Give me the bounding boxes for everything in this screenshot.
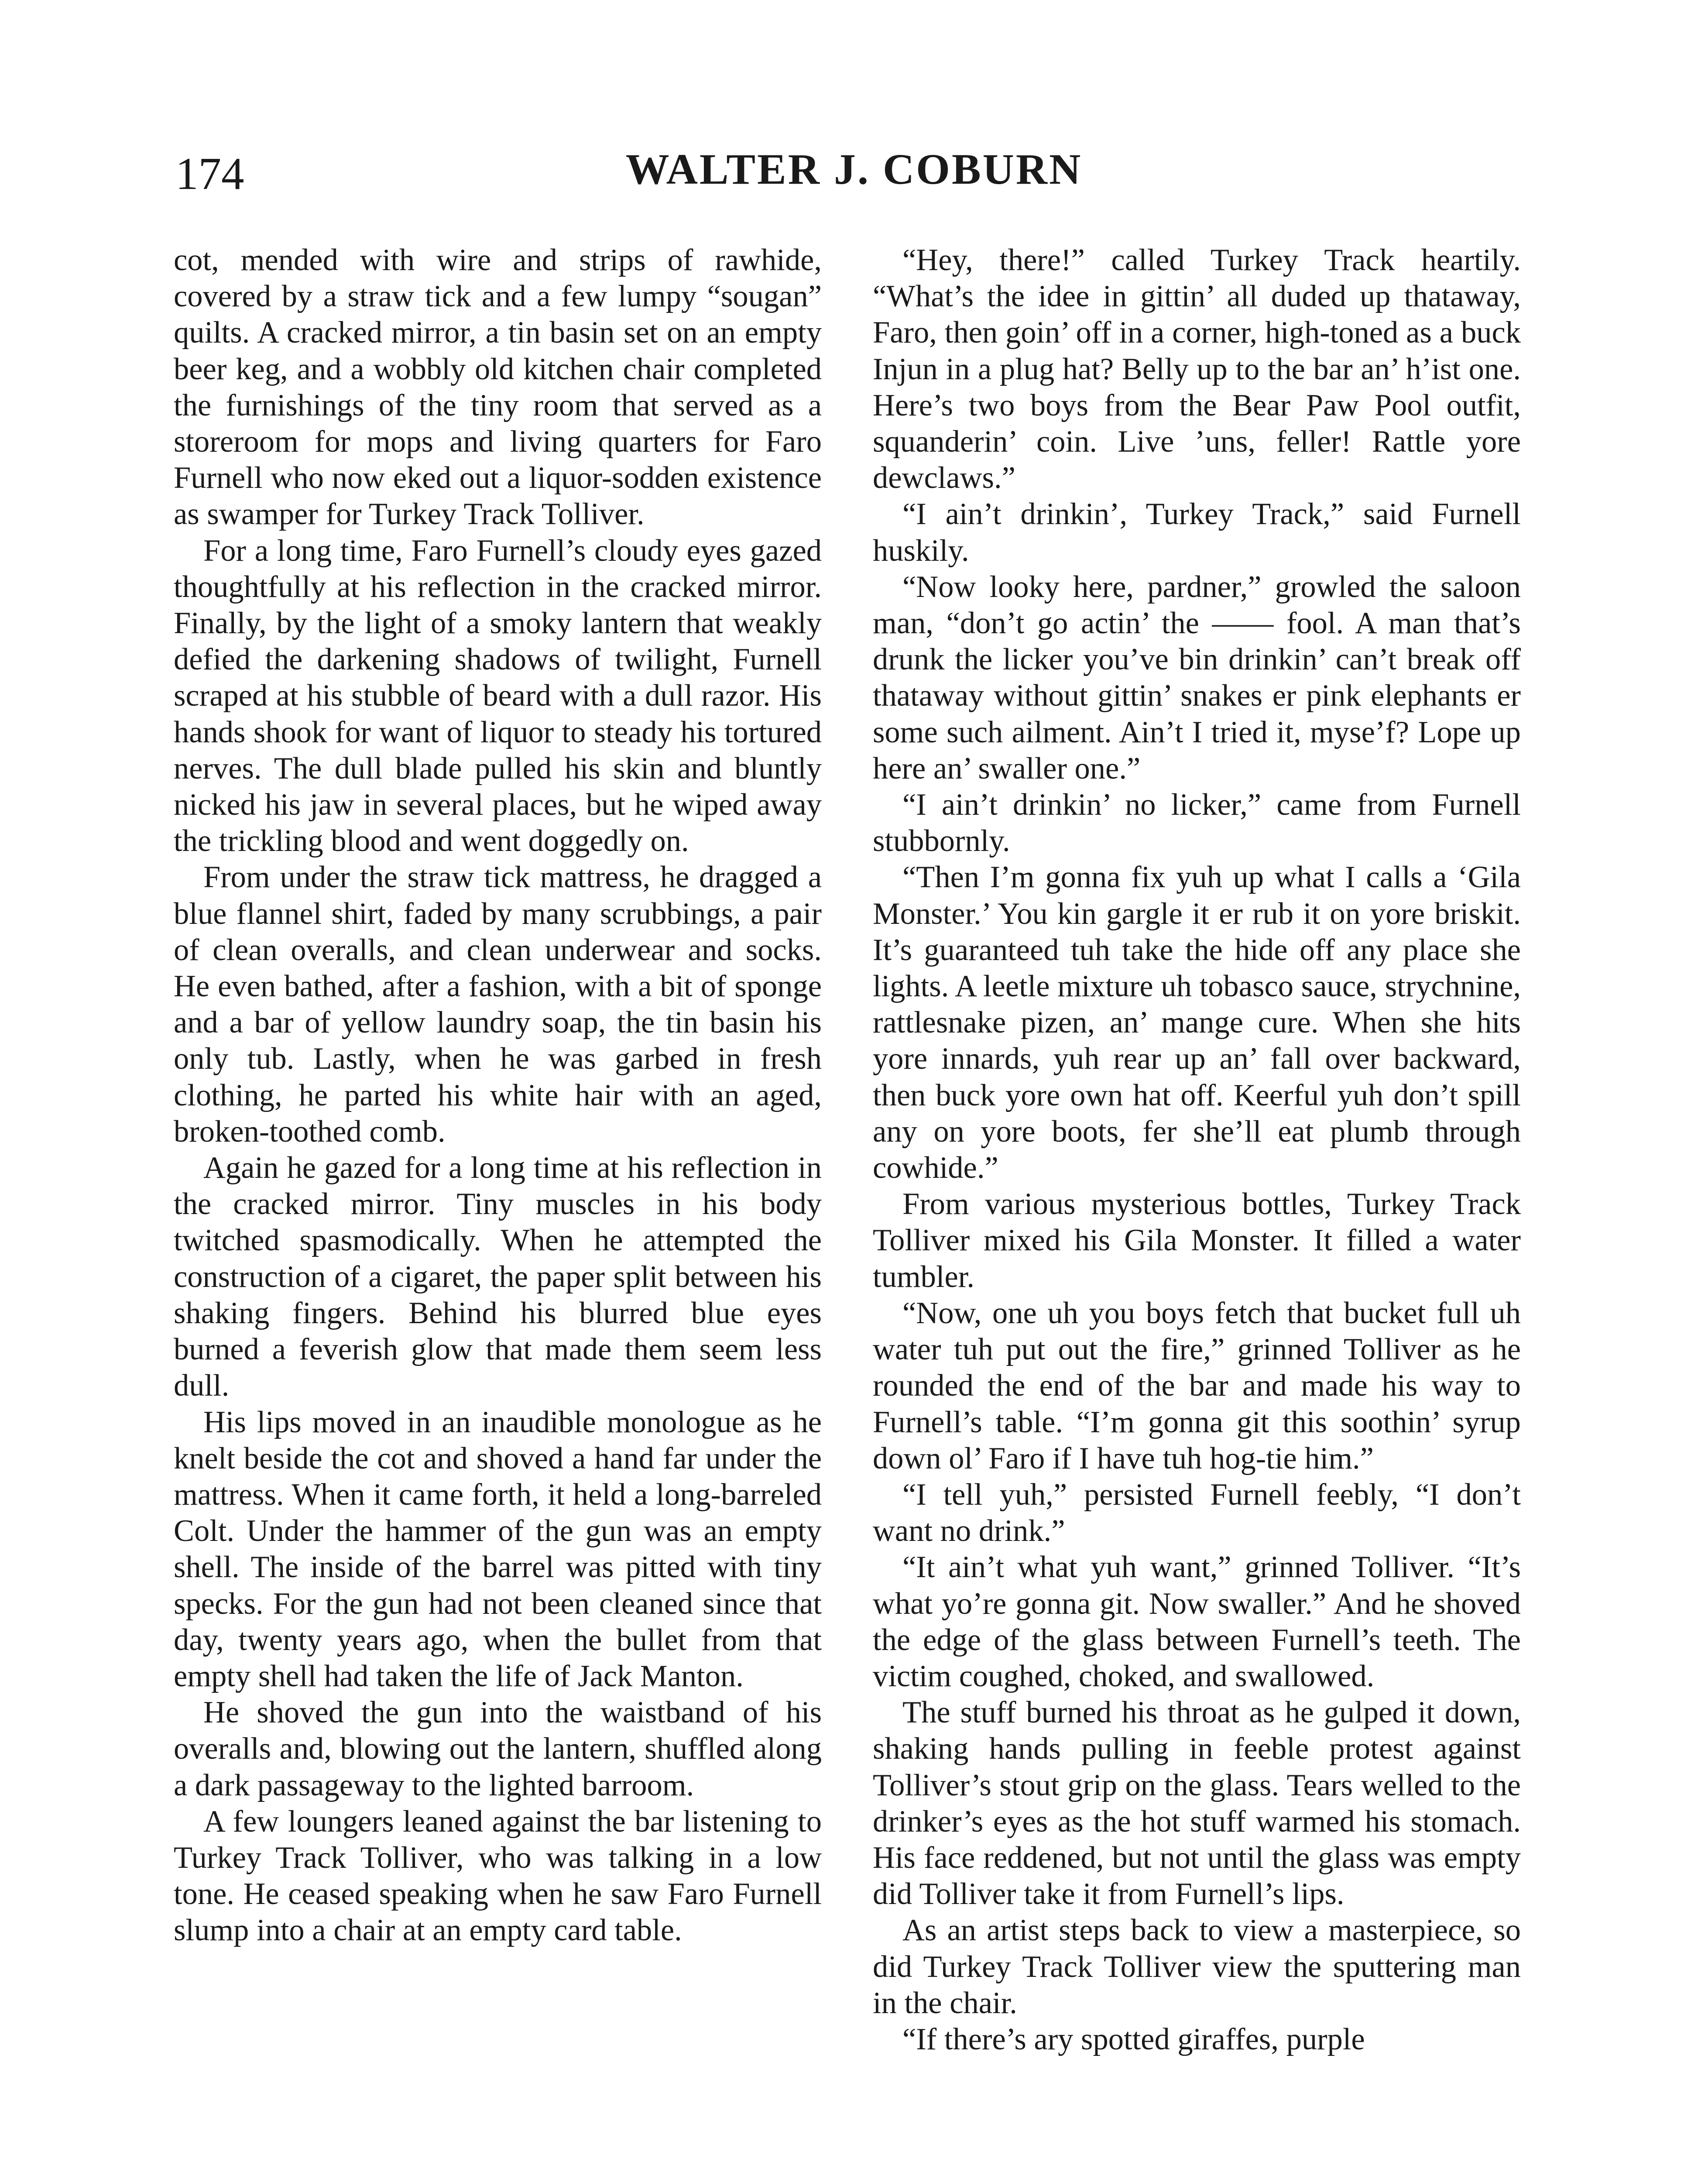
paragraph: “It ain’t what yuh want,” grinned Tolliver. “It’s what yo’re gonna git. Now swaller.” And he shoved the edge of the glass between Furnell’s teeth. The victim coughed, choked, and swallowed. [873,1550,1521,1693]
paragraph: Again he gazed for a long time at his reflection in the cracked mirror. Tiny muscles in his body twitched spasmodically. When he attempted the construction of a cigaret, the paper split between his shaking fingers. Behind his blurred blue eyes burned a feverish glow that made them seem less dull. [174,1151,822,1403]
paragraph: “I ain’t drinkin’, Turkey Track,” said Furnell huskily. [873,497,1521,568]
running-title: WALTER J. COBURN [625,145,1083,193]
paragraph: From under the straw tick mattress, he dragged a blue flannel shirt, faded by many scrubbings, a pair of clean overalls, and clean underwear and socks. He even bathed, after a fashion, with a bit of sponge and a bar of yellow laundry soap, the tin basin his only tub. Lastly, when he was garbed in fresh clothing, he parted his white hair with an aged, broken-toothed comb. [174,860,822,1149]
paragraph: A few loungers leaned against the bar listening to Turkey Track Tolliver, who was talking in a low tone. He ceased speaking when he saw Faro Furnell slump into a chair at an empty card table. [174,1804,822,1948]
page-number: 174 [175,148,244,199]
left-column [174,242,822,1949]
paragraph: “Hey, there!” called Turkey Track heartily. “What’s the idee in gittin’ all duded up thataway, Faro, then goin’ off in a corner, high-toned as a buck Injun in a plug hat? Belly up to the bar an’ h’ist one. Here’s two boys from the Bear Paw Pool outfit, squanderin’ coin. Live ’uns, feller! Rattle yore dewclaws.” [873,243,1521,495]
right-column [873,242,1521,2058]
paragraph: As an artist steps back to view a masterpiece, so did Turkey Track Tolliver view the sputtering man in the chair. [873,1913,1521,2020]
paragraph: “Then I’m gonna fix yuh up what I calls a ‘Gila Monster.’ You kin gargle it er rub it on yore briskit. It’s guaranteed tuh take the hide off any place she lights. A leetle mixture uh tobasco sauce, strychnine, rattlesnake pizen, an’ mange cure. When she hits yore innards, yuh rear up an’ fall over backward, then buck yore own hat off. Keerful yuh don’t spill any on yore boots, fer she’ll eat plumb through cowhide.” [873,860,1521,1185]
paragraph: The stuff burned his throat as he gulped it down, shaking hands pulling in feeble protest against Tolliver’s stout grip on the glass. Tears welled to the drinker’s eyes as the hot stuff warmed his stomach. His face reddened, but not until the glass was empty did Tolliver take it from Furnell’s lips. [873,1695,1521,1911]
paragraph: “I ain’t drinkin’ no licker,” came from Furnell stubbornly. [873,788,1521,858]
paragraph: “I tell yuh,” persisted Furnell feebly, “I don’t want no drink.” [873,1477,1521,1548]
paragraph: From various mysterious bottles, Turkey Track Tolliver mixed his Gila Monster. It filled a water tumbler. [873,1187,1521,1294]
paragraph: “Now, one uh you boys fetch that bucket full uh water tuh put out the fire,” grinned Tolliver as he rounded the end of the bar and made his way to Furnell’s table. “I’m gonna git this soothin’ syrup down ol’ Faro if I have tuh hog-tie him.” [873,1296,1521,1475]
paragraph: For a long time, Faro Furnell’s cloudy eyes gazed thoughtfully at his reflection in the cracked mirror. Finally, by the light of a smoky lantern that weakly defied the darkening shadows of twilight, Furnell scraped at his stubble of beard with a dull razor. His hands shook for want of liquor to steady his tortured nerves. The dull blade pulled his skin and bluntly nicked his jaw in several places, but he wiped away the trickling blood and went doggedly on. [174,533,822,858]
paragraph: He shoved the gun into the waistband of his overalls and, blowing out the lantern, shuffled along a dark passageway to the lighted barroom. [174,1695,822,1802]
paragraph: “If there’s ary spotted giraffes, purple [902,2022,1365,2056]
paragraph: cot, mended with wire and strips of rawhide, covered by a straw tick and a few lumpy “sougan” quilts. A cracked mirror, a tin basin set on an empty beer keg, and a wobbly old kitchen chair completed the furnishings of the tiny room that served as a storeroom for mops and living quarters for Faro Furnell who now eked out a liquor-sodden existence as swamper for Turkey Track Tolliver. [174,243,822,532]
paragraph: His lips moved in an inaudible monologue as he knelt beside the cot and shoved a hand far under the mattress. When it came forth, it held a long-barreled Colt. Under the hammer of the gun was an empty shell. The inside of the barrel was pitted with tiny specks. For the gun had not been cleaned since that day, twenty years ago, when the bullet from that empty shell had taken the life of Jack Manton. [174,1405,822,1693]
paragraph: “Now looky here, pardner,” growled the saloon man, “don’t go actin’ the —— fool. A man that’s drunk the licker you’ve bin drinkin’ can’t break off thataway without gittin’ snakes er pink elephants er some such ailment. Ain’t I tried it, myse’f? Lope up here an’ swaller one.” [873,570,1521,786]
